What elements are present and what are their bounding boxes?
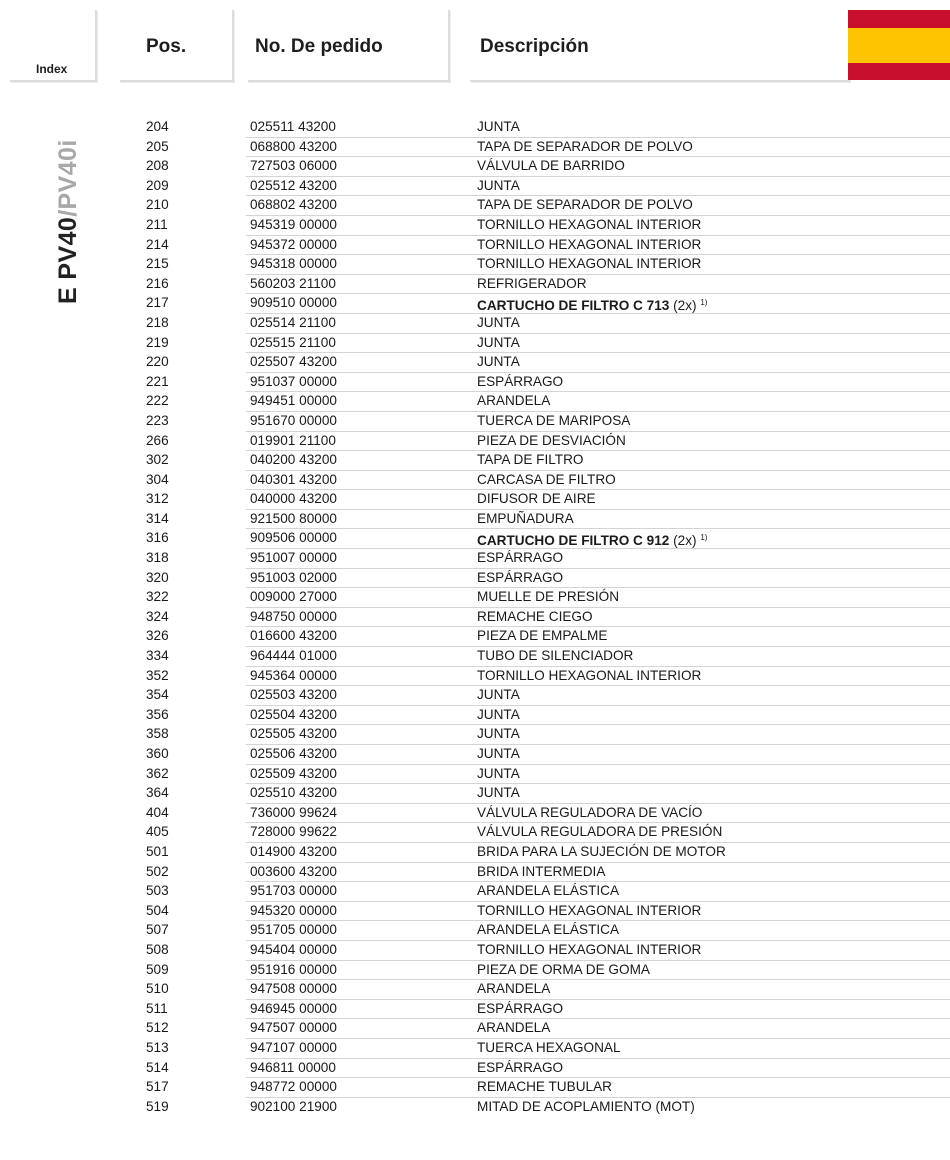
table-row: [0, 529, 950, 549]
order-number-cell: 949451 00000: [250, 393, 337, 409]
description-cell: DIFUSOR DE AIRE: [477, 491, 596, 507]
order-number-cell: 003600 43200: [250, 863, 337, 879]
pos-cell: 322: [146, 589, 169, 605]
spain-flag-icon: [848, 10, 950, 80]
pos-cell: 519: [146, 1098, 169, 1114]
order-number-cell: 025503 43200: [250, 687, 337, 703]
table-row: [0, 784, 950, 804]
pos-cell: 222: [146, 393, 169, 409]
order-number-cell: 025507 43200: [250, 354, 337, 370]
language-code: E: [54, 286, 82, 304]
description-text: CARTUCHO DE FILTRO C 912: [477, 533, 670, 549]
order-number-cell: 951703 00000: [250, 883, 337, 899]
pos-cell: 216: [146, 275, 169, 291]
description-cell: VÁLVULA DE BARRIDO: [477, 158, 625, 174]
description-cell: JUNTA: [477, 354, 520, 370]
description-cell: JUNTA: [477, 119, 520, 134]
description-cell: ESPÁRRAGO: [477, 550, 564, 566]
table-row: [0, 667, 950, 687]
description-cell: BRIDA PARA LA SUJECIÓN DE MOTOR: [477, 843, 726, 859]
description-cell: ESPÁRRAGO: [477, 1059, 564, 1075]
description-cell: REMACHE CIEGO: [477, 608, 593, 624]
index-tab[interactable]: [10, 10, 97, 82]
pos-cell: 314: [146, 510, 169, 526]
description-cell: JUNTA: [477, 765, 520, 781]
pos-cell: 512: [146, 1020, 169, 1036]
table-row: [0, 843, 950, 863]
pos-cell: 509: [146, 961, 169, 977]
order-number-cell: 947507 00000: [250, 1020, 337, 1036]
table-row: [0, 921, 950, 941]
pos-column-header: [120, 10, 234, 82]
description-cell: PIEZA DE ORMA DE GOMA: [477, 961, 650, 977]
pos-cell: 507: [146, 922, 169, 938]
order-number-cell: 040301 43200: [250, 471, 337, 487]
description-cell: TUERCA HEXAGONAL: [477, 1039, 621, 1055]
description-cell: ESPÁRRAGO: [477, 373, 564, 389]
table-row: [0, 745, 950, 765]
order-number-cell: 727503 06000: [250, 158, 337, 174]
pos-cell: 302: [146, 452, 169, 468]
description-cell: TAPA DE SEPARADOR DE POLVO: [477, 197, 693, 213]
order-number-cell: 945318 00000: [250, 256, 337, 272]
pos-cell: 210: [146, 197, 169, 213]
pos-cell: 208: [146, 158, 169, 174]
order-number-cell: 951705 00000: [250, 922, 337, 938]
pos-cell: 304: [146, 471, 169, 487]
table-row: [0, 765, 950, 785]
table-row: [0, 1039, 950, 1059]
description-cell: TUBO DE SILENCIADOR: [477, 648, 634, 664]
table-row: [0, 177, 950, 197]
order-number-cell: 951003 02000: [250, 569, 337, 585]
table-row: [0, 608, 950, 628]
table-row: [0, 373, 950, 393]
pos-cell: 514: [146, 1059, 169, 1075]
table-row: [0, 941, 950, 961]
table-row: [0, 961, 950, 981]
table-row: [0, 569, 950, 589]
quantity-text: (2x): [669, 298, 701, 314]
order-number-cell: 025504 43200: [250, 706, 337, 722]
order-number-cell: 951007 00000: [250, 550, 337, 566]
description-cell: MITAD DE ACOPLAMIENTO (MOT): [477, 1098, 695, 1114]
pos-cell: 324: [146, 608, 169, 624]
table-row: [0, 432, 950, 452]
table-row: [0, 255, 950, 275]
table-row: [0, 823, 950, 843]
table-row: [0, 294, 950, 314]
quantity-text: (2x): [669, 533, 701, 549]
table-row: [0, 627, 950, 647]
table-row: [0, 510, 950, 530]
index-label: Index: [36, 62, 68, 76]
pos-header-label: Pos.: [146, 36, 187, 57]
order-number-cell: 946945 00000: [250, 1000, 337, 1016]
description-cell: TORNILLO HEXAGONAL INTERIOR: [477, 256, 702, 272]
order-number-cell: 948772 00000: [250, 1079, 337, 1095]
pos-cell: 352: [146, 667, 169, 683]
description-cell: ARANDELA: [477, 393, 551, 409]
order-number-cell: 025510 43200: [250, 785, 337, 801]
table-row: [0, 1059, 950, 1079]
description-cell: TORNILLO HEXAGONAL INTERIOR: [477, 667, 702, 683]
order-number-cell: 014900 43200: [250, 843, 337, 859]
pos-cell: 316: [146, 530, 169, 546]
order-number-cell: 921500 80000: [250, 510, 337, 526]
order-number-cell: 909506 00000: [250, 530, 337, 546]
pos-cell: 219: [146, 334, 169, 350]
description-cell: REMACHE TUBULAR: [477, 1079, 612, 1095]
pos-cell: 510: [146, 981, 169, 997]
pos-cell: 334: [146, 648, 169, 664]
pos-cell: 362: [146, 765, 169, 781]
pos-cell: 356: [146, 706, 169, 722]
table-row: [0, 647, 950, 667]
order-number-cell: 025512 43200: [250, 177, 337, 193]
title-slash: /: [54, 209, 82, 217]
description-cell: TAPA DE FILTRO: [477, 452, 584, 468]
description-cell: JUNTA: [477, 746, 520, 761]
pos-cell: 354: [146, 687, 169, 703]
table-row: [0, 882, 950, 902]
pos-cell: 358: [146, 726, 169, 742]
order-number-cell: 945364 00000: [250, 667, 337, 683]
description-cell: TORNILLO HEXAGONAL INTERIOR: [477, 902, 702, 918]
table-row: [0, 980, 950, 1000]
description-cell: PIEZA DE DESVIACIÓN: [477, 432, 626, 448]
pos-cell: 320: [146, 569, 169, 585]
description-cell: TORNILLO HEXAGONAL INTERIOR: [477, 236, 702, 252]
table-row: [0, 314, 950, 334]
order-number-header-label: No. De pedido: [255, 36, 383, 57]
description-cell: ARANDELA ELÁSTICA: [477, 883, 620, 899]
table-row: [0, 471, 950, 491]
description-cell: JUNTA: [477, 785, 520, 801]
order-number-cell: 068802 43200: [250, 197, 337, 213]
table-row: [0, 490, 950, 510]
description-text: CARTUCHO DE FILTRO C 713: [477, 298, 670, 314]
table-row: [0, 412, 950, 432]
pos-cell: 318: [146, 550, 169, 566]
description-cell: JUNTA: [477, 334, 520, 350]
table-row: [0, 686, 950, 706]
description-cell: TUERCA DE MARIPOSA: [477, 412, 631, 428]
description-cell: EMPUÑADURA: [477, 510, 574, 526]
description-column-header: [470, 10, 850, 82]
order-number-cell: 040000 43200: [250, 491, 337, 507]
order-number-cell: 902100 21900: [250, 1098, 337, 1114]
description-cell: VÁLVULA REGULADORA DE PRESIÓN: [477, 824, 723, 840]
order-number-column-header: [248, 10, 450, 82]
order-number-cell: 948750 00000: [250, 608, 337, 624]
pos-cell: 220: [146, 354, 169, 370]
table-row: [0, 451, 950, 471]
order-number-cell: 025514 21100: [250, 314, 336, 330]
pos-cell: 513: [146, 1039, 169, 1055]
pos-cell: 218: [146, 314, 169, 330]
order-number-cell: 009000 27000: [250, 589, 337, 605]
order-number-cell: 909510 00000: [250, 295, 337, 311]
description-cell: JUNTA: [477, 314, 520, 330]
table-row: [0, 275, 950, 295]
order-number-cell: 025506 43200: [250, 746, 337, 761]
order-number-cell: 947508 00000: [250, 981, 337, 997]
pos-cell: 360: [146, 746, 169, 761]
pos-cell: 214: [146, 236, 169, 252]
pos-cell: 215: [146, 256, 169, 272]
order-number-cell: 068800 43200: [250, 138, 337, 154]
table-row: [0, 196, 950, 216]
table-row: [0, 549, 950, 569]
pos-cell: 209: [146, 177, 169, 193]
order-number-cell: 951916 00000: [250, 961, 337, 977]
pos-cell: 223: [146, 412, 169, 428]
description-cell: PIEZA DE EMPALME: [477, 628, 608, 644]
table-row: [0, 353, 950, 373]
description-cell: [477, 295, 707, 314]
parts-list: [0, 118, 950, 1117]
pos-cell: 404: [146, 804, 169, 820]
pos-cell: 312: [146, 491, 169, 507]
footnote-marker: 1): [700, 298, 708, 308]
description-cell: MUELLE DE PRESIÓN: [477, 589, 620, 605]
order-number-cell: 736000 99624: [250, 804, 337, 820]
model-name-b: PV40i: [54, 139, 82, 210]
pos-cell: 204: [146, 119, 169, 134]
table-row: [0, 1019, 950, 1039]
table-row: [0, 588, 950, 608]
table-row: [0, 804, 950, 824]
description-cell: TORNILLO HEXAGONAL INTERIOR: [477, 216, 702, 232]
description-cell: JUNTA: [477, 706, 520, 722]
table-row: [0, 392, 950, 412]
description-header-label: Descripción: [480, 36, 589, 57]
pos-cell: 503: [146, 883, 169, 899]
table-row: [0, 216, 950, 236]
order-number-cell: 025509 43200: [250, 765, 337, 781]
description-cell: VÁLVULA REGULADORA DE VACÍO: [477, 804, 703, 820]
order-number-cell: 040200 43200: [250, 452, 337, 468]
order-number-cell: 025505 43200: [250, 726, 337, 742]
description-cell: BRIDA INTERMEDIA: [477, 863, 606, 879]
table-row: [0, 1078, 950, 1098]
pos-cell: 502: [146, 863, 169, 879]
order-number-cell: 016600 43200: [250, 628, 337, 644]
pos-cell: 517: [146, 1079, 169, 1095]
description-cell: ARANDELA ELÁSTICA: [477, 922, 620, 938]
description-cell: CARCASA DE FILTRO: [477, 471, 616, 487]
pos-cell: 211: [146, 216, 168, 232]
table-row: [0, 863, 950, 883]
table-row: [0, 706, 950, 726]
table-row: [0, 118, 950, 138]
order-number-cell: 945372 00000: [250, 236, 337, 252]
pos-cell: 504: [146, 902, 169, 918]
pos-cell: 266: [146, 432, 169, 448]
table-row: [0, 157, 950, 177]
table-row: [0, 236, 950, 256]
order-number-cell: 728000 99622: [250, 824, 337, 840]
order-number-cell: 947107 00000: [250, 1039, 337, 1055]
order-number-cell: 025515 21100: [250, 334, 336, 350]
pos-cell: 221: [146, 373, 169, 389]
order-number-cell: 560203 21100: [250, 275, 336, 291]
order-number-cell: 019901 21100: [250, 432, 336, 448]
footnote-marker: 1): [700, 533, 708, 543]
order-number-cell: 945320 00000: [250, 902, 337, 918]
description-cell: ARANDELA: [477, 981, 551, 997]
pos-cell: 511: [146, 1000, 168, 1016]
table-row: [0, 138, 950, 158]
table-row: [0, 1098, 950, 1118]
description-cell: ESPÁRRAGO: [477, 1000, 564, 1016]
order-number-cell: 025511 43200: [250, 119, 336, 134]
pos-cell: 217: [146, 295, 169, 311]
order-number-cell: 945404 00000: [250, 941, 337, 957]
table-row: [0, 334, 950, 354]
order-number-cell: 946811 00000: [250, 1059, 336, 1075]
pos-cell: 205: [146, 138, 169, 154]
model-name-a: PV40: [54, 216, 82, 280]
description-cell: JUNTA: [477, 726, 520, 742]
table-row: [0, 1000, 950, 1020]
order-number-cell: 964444 01000: [250, 648, 337, 664]
pos-cell: 364: [146, 785, 169, 801]
pos-cell: 501: [146, 843, 169, 859]
description-cell: TORNILLO HEXAGONAL INTERIOR: [477, 941, 702, 957]
order-number-cell: 951037 00000: [250, 373, 337, 389]
order-number-cell: 951670 00000: [250, 412, 337, 428]
description-cell: [477, 530, 707, 549]
order-number-cell: 945319 00000: [250, 216, 337, 232]
table-row: [0, 902, 950, 922]
description-cell: ESPÁRRAGO: [477, 569, 564, 585]
description-cell: TAPA DE SEPARADOR DE POLVO: [477, 138, 693, 154]
description-cell: REFRIGERADOR: [477, 275, 587, 291]
pos-cell: 405: [146, 824, 169, 840]
description-cell: JUNTA: [477, 177, 520, 193]
table-row: [0, 725, 950, 745]
pos-cell: 326: [146, 628, 169, 644]
pos-cell: 508: [146, 941, 169, 957]
description-cell: ARANDELA: [477, 1020, 551, 1036]
description-cell: JUNTA: [477, 687, 520, 703]
